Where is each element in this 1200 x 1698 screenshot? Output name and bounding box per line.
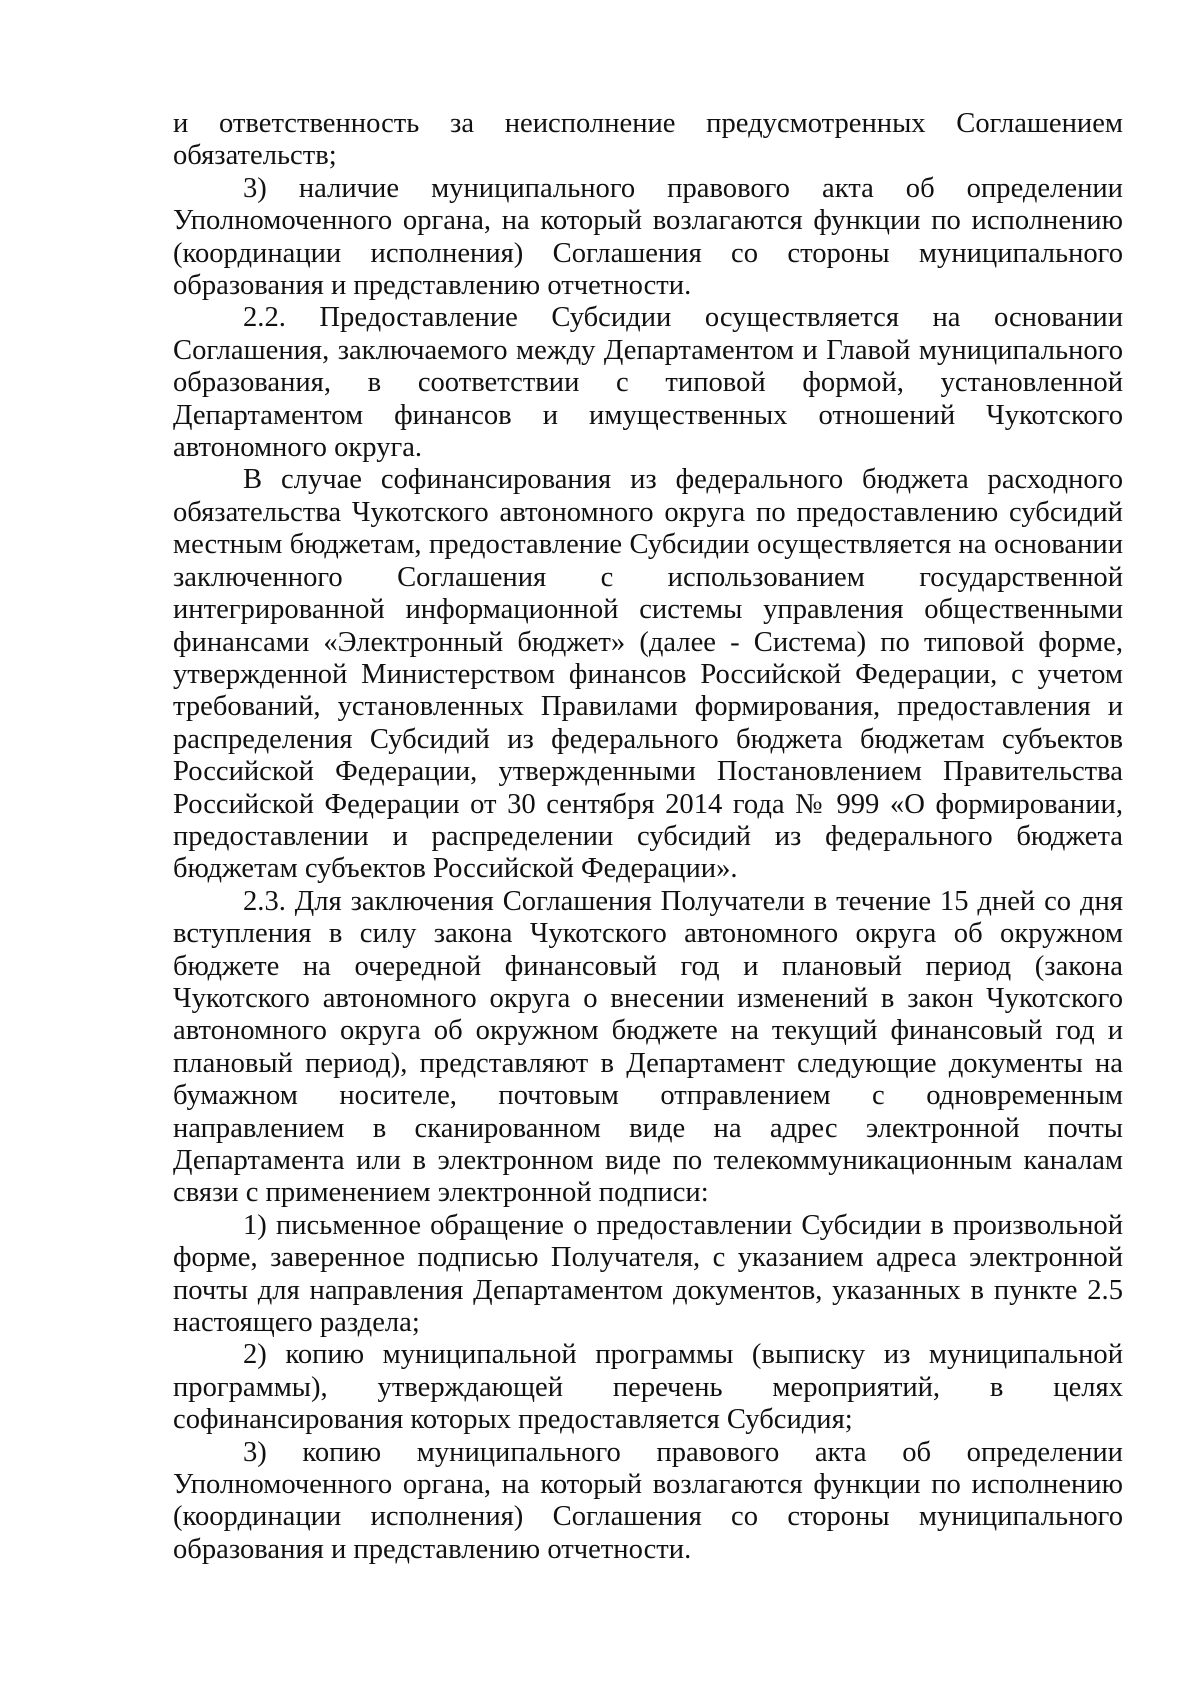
paragraph-item-3-act-copy: 3) копию муниципального правового акта об определении Уполномоченного органа, на который возлагаются функции по исполнению (координации исполнения) Соглашения со стороны муниципального образования и представлению отчетности. <box>173 1436 1123 1565</box>
paragraph-2-2: 2.2. Предоставление Субсидии осуществляется на основании Соглашения, заключаемого между Департаментом и Главой муниципального образования, в соответствии с типовой формой, установленной Департаментом финансов и имущественных отношений Чукотского автономного округа. <box>173 302 1123 464</box>
paragraph-item-2-program-copy: 2) копию муниципальной программы (выписку из муниципальной программы), утверждающей перечень мероприятий, в целях софинансирования которых предоставляется Субсидия; <box>173 1339 1123 1436</box>
paragraph-item-3-legal-act: 3) наличие муниципального правового акта об определении Уполномоченного органа, на который возлагаются функции по исполнению (координации исполнения) Соглашения со стороны муниципального образования и представлению отчетности. <box>173 172 1123 302</box>
paragraph-item-1-application: 1) письменное обращение о предоставлении Субсидии в произвольной форме, заверенное подписью Получателя, с указанием адреса электронной почты для направления Департаментом документов, указанных в пункте 2.5 настоящего раздела; <box>173 1209 1123 1339</box>
paragraph-2-3: 2.3. Для заключения Соглашения Получатели в течение 15 дней со дня вступления в силу закона Чукотского автономного округа об окружном бюджете на очередной финансовый год и плановый период (закона Чукотского автономного округа о внесении изменений в закон Чукотского автономного округа об окружном бюджете на текущий финансовый год и плановый период), представляют в Департамент следующие документы на бумажном носителе, почтовым отправлением с одновременным направлением в сканированном виде на адрес электронной почты Департамента или в электронном виде по телекоммуникационным каналам связи с применением электронной подписи: <box>173 885 1123 1209</box>
document-page <box>173 108 1123 1566</box>
paragraph-cofinancing: В случае софинансирования из федерального бюджета расходного обязательства Чукотского автономного округа по предоставлению субсидий местным бюджетам, предоставление Субсидии осуществляется на основании заключенного Соглашения с использованием государственной интегрированной информационной системы управления общественными финансами «Электронный бюджет» (далее - Система) по типовой форме, утвержденной Министерством финансов Российской Федерации, с учетом требований, установленных Правилами формирования, предоставления и распределения Субсидий из федерального бюджета бюджетам субъектов Российской Федерации, утвержденными Постановлением Правительства Российской Федерации от 30 сентября 2014 года № 999 «О формировании, предоставлении и распределении субсидий из федерального бюджета бюджетам субъектов Российской Федерации». <box>173 464 1123 885</box>
paragraph-obligations-continued: и ответственность за неисполнение предусмотренных Соглашением обязательств; <box>173 108 1123 172</box>
